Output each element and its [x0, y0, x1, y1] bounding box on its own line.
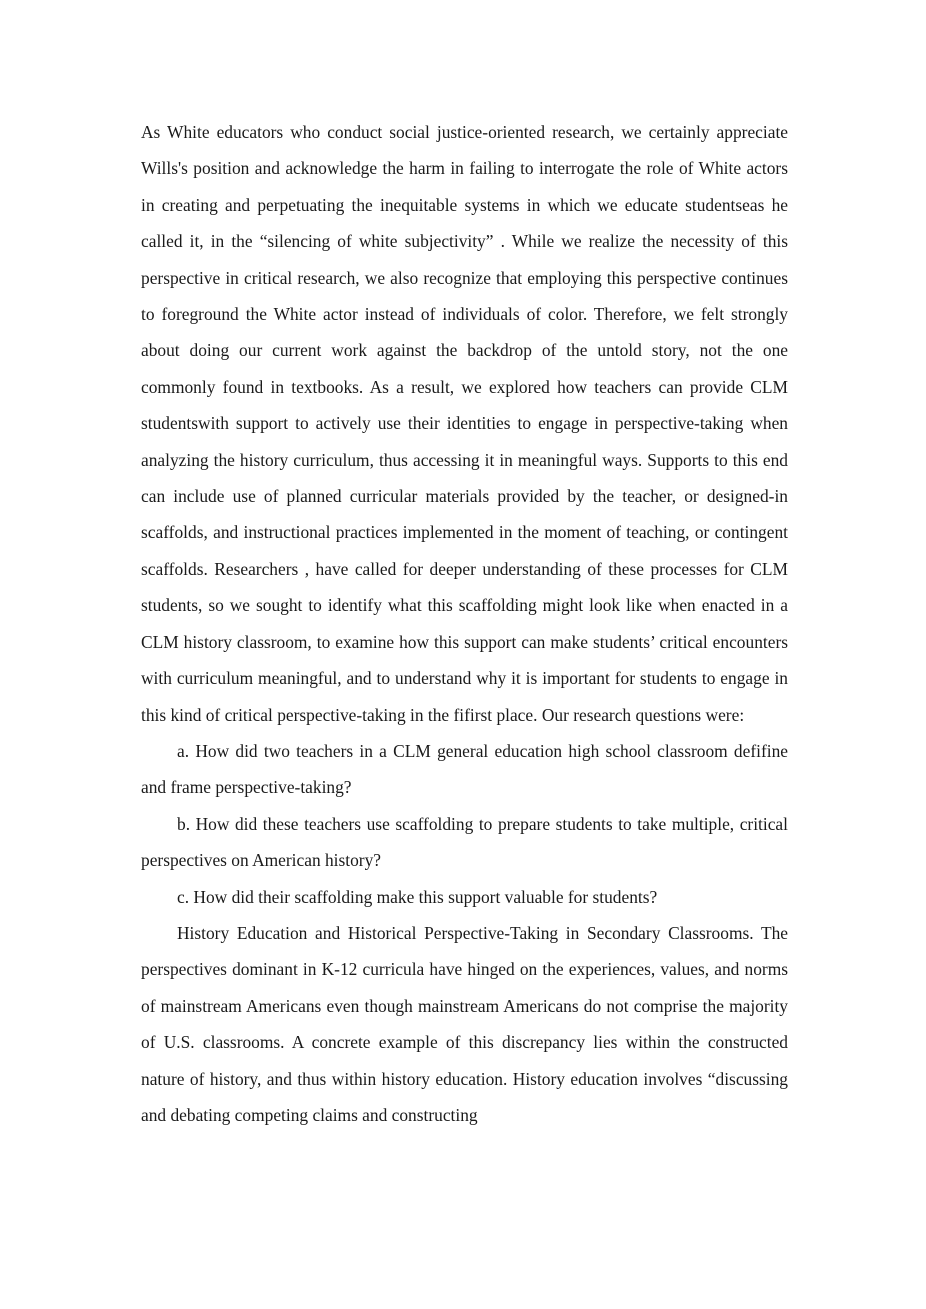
research-question-a: a. How did two teachers in a CLM general education high school classroom defifine and frame perspective-taking?: [141, 740, 788, 798]
research-question-c: c. How did their scaffolding make this support valuable for students?: [177, 886, 658, 907]
document-page: [141, 114, 788, 1133]
research-question-b: b. How did these teachers use scaffolding to prepare students to take multiple, critical perspectives on American history?: [141, 813, 788, 871]
body-paragraph-intro: As White educators who conduct social justice-oriented research, we certainly appreciate Wills's position and acknowledge the harm in failing to interrogate the role of White actors in creating and perpetuating the inequitable systems in which we educate studentseas he called it, in the “silencing of white subjectivity” . While we realize the necessity of this perspective in critical research, we also recognize that employing this perspective continues to foreground the White actor instead of individuals of color. Therefore, we felt strongly about doing our current work against the backdrop of the untold story, not the one commonly found in textbooks. As a result, we explored how teachers can provide CLM studentswith support to actively use their identities to engage in perspective-taking when analyzing the history curriculum, thus accessing it in meaningful ways. Supports to this end can include use of planned curricular materials provided by the teacher, or designed-in scaffolds, and instructional practices implemented in the moment of teaching, or contingent scaffolds. Researchers , have called for deeper understanding of these processes for CLM students, so we sought to identify what this scaffolding might look like when enacted in a CLM history classroom, to examine how this support can make students’ critical encounters with curriculum meaningful, and to understand why it is important for students to engage in this kind of critical perspective-taking in the fifirst place. Our research questions were:: [141, 122, 788, 725]
body-paragraph-history-education: History Education and Historical Perspective-Taking in Secondary Classrooms. The perspectives dominant in K-12 curricula have hinged on the experiences, values, and norms of mainstream Americans even though mainstream Americans do not comprise the majority of U.S. classrooms. A concrete example of this discrepancy lies within the constructed nature of history, and thus within history education. History education involves “discussing and debating competing claims and constructing: [141, 922, 788, 1125]
